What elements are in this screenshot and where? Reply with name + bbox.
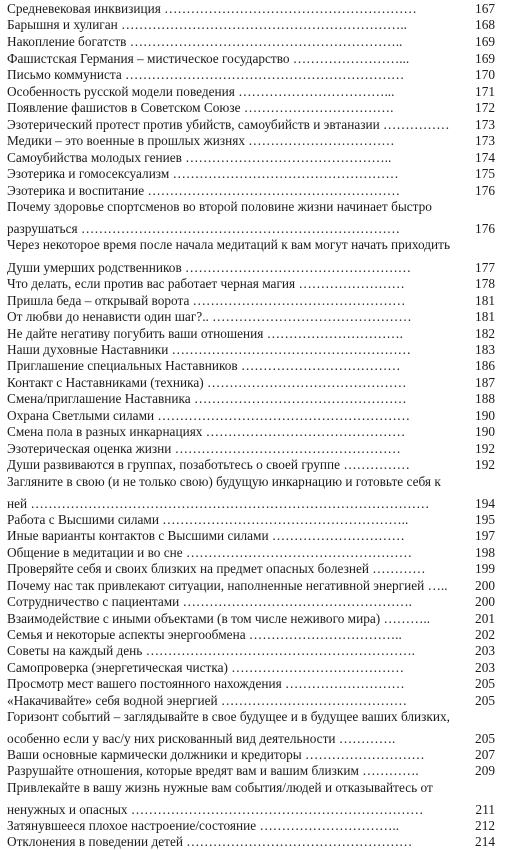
toc-entry-title: Средневековая инквизиция …………………………………………………: [7, 1, 417, 16]
toc-entry-title: Просмотр мест вашего постоянного нахождения ………………………: [7, 676, 405, 691]
toc-entry: [7, 818, 495, 834]
toc-entry-title: Через некоторое время после начала медитаций к вам могут начать приходить: [7, 237, 451, 252]
toc-entry-page: 205: [475, 731, 495, 746]
toc-entry-page: 214: [475, 834, 495, 849]
toc-entry-title: Души умерших родственников ……………………………………………: [7, 260, 412, 275]
toc-entry: [7, 67, 495, 83]
toc-entry-page: 169: [475, 34, 495, 49]
toc-entry-page: 176: [475, 183, 495, 198]
toc-entry-title: Эзотерический протест против убийств, самоубийств и эвтаназии ……………: [7, 117, 450, 132]
toc-entry: [7, 342, 495, 358]
toc-entry-title: Пришла беда – открывай ворота …………………………………………: [7, 293, 406, 308]
toc-entry: [7, 424, 495, 440]
toc-entry-page: 202: [475, 627, 495, 642]
toc-entry: [7, 496, 495, 512]
toc-entry-title: Смена/приглашение Наставника …………………………………………: [7, 391, 407, 406]
toc-entry-page: 167: [475, 1, 495, 16]
toc-entry-title: Проверяйте себя и своих близких на предмет опасных болезней …………: [7, 561, 426, 576]
toc-entry: [7, 408, 495, 424]
toc-entry-title: Охрана Светлыми силами …………………………………………………: [7, 408, 411, 423]
toc-entry-page: 176: [475, 221, 495, 236]
toc-entry-title: ненужных и опасных …………………………………………………………: [7, 802, 424, 817]
toc-entry: [7, 627, 495, 643]
toc-entry-title: Почему здоровье спортсменов во второй половине жизни начинает быстро: [7, 199, 432, 214]
toc-entry-title: Контакт с Наставниками (техника) ………………………………………: [7, 375, 407, 390]
toc-entry-page: 203: [475, 643, 495, 658]
toc-entry-title: Медики – это военные в прошлых жизнях ……………………………: [7, 133, 395, 148]
toc-entry-page: 168: [475, 17, 495, 32]
toc-entry-page: 173: [475, 133, 495, 148]
toc-entry: [7, 561, 495, 577]
toc-entry: [7, 221, 495, 237]
toc-entry-page: 209: [475, 763, 495, 778]
toc-entry-title: Души развиваются в группах, позаботьтесь о своей группе ……………: [7, 457, 410, 472]
toc-entry-title: Иные варианты контактов с Высшими силами …………………………: [7, 528, 405, 543]
toc-entry: [7, 293, 495, 309]
toc-entry-page: 182: [475, 326, 495, 341]
toc-entry-title: Письмо коммуниста ………………………………………………………: [7, 67, 405, 82]
toc-entry: [7, 17, 495, 33]
toc-entry: [7, 375, 495, 391]
toc-entry: [7, 643, 495, 659]
toc-entry-title: Затянувшееся плохое настроение/состояние …………………………..: [7, 818, 400, 833]
toc-entry-title: «Накачивайте» себя водной энергией ……………………………………: [7, 693, 408, 708]
toc-entry-page: 200: [475, 578, 495, 593]
toc-entry-page: 190: [475, 424, 495, 439]
toc-entry-page: 178: [475, 276, 495, 291]
toc-entry-title: Особенность русской модели поведения ……………………………...: [7, 84, 395, 99]
toc-entry-title: Эзотерическая оценка жизни ……………………………………………: [7, 441, 401, 456]
toc-entry-title: Загляните в свою (и не только свою) будущую инкарнацию и готовьте себя к: [7, 474, 441, 489]
toc-entry-wrapped-line: [7, 709, 495, 725]
toc-entry-page: 198: [475, 545, 495, 560]
toc-entry: [7, 391, 495, 407]
toc-entry: [7, 731, 495, 747]
toc-entry: [7, 358, 495, 374]
toc-entry: [7, 660, 495, 676]
toc-entry-title: Отклонения в поведении детей ……………………………………………: [7, 834, 413, 849]
toc-entry: [7, 834, 495, 850]
toc-entry-page: 192: [475, 441, 495, 456]
toc-entry: [7, 594, 495, 610]
toc-entry-page: 195: [475, 512, 495, 527]
toc-entry-title: Работа с Высшими силами ………………………………………………..: [7, 512, 409, 527]
toc-entry: [7, 763, 495, 779]
toc-entry-wrapped-line: [7, 474, 495, 490]
toc-entry-title: Наши духовные Наставники ………………………………………………: [7, 342, 411, 357]
toc-entry: [7, 545, 495, 561]
toc-entry: [7, 100, 495, 116]
toc-entry: [7, 150, 495, 166]
toc-entry-title: Разрушайте отношения, которые вредят вам и вашим близким ………….: [7, 763, 419, 778]
toc-entry-page: 207: [475, 747, 495, 762]
toc-entry: [7, 512, 495, 528]
toc-entry-page: 211: [475, 802, 495, 817]
toc-entry-title: ней ………………………………………………………………………………: [7, 496, 430, 511]
toc-entry-title: разрушаться ………………………………………………………………: [7, 221, 401, 236]
toc-entry-title: Сотрудничество с пациентами …………………………………………….: [7, 594, 412, 609]
toc-entry-title: Ваши основные кармически должники и кредиторы ………………………: [7, 747, 425, 762]
toc-entry-title: Почему нас так привлекают ситуации, наполненные негативной энергией …..: [7, 578, 448, 593]
toc-entry-title: Что делать, если против вас работает черная магия ……………………: [7, 276, 405, 291]
toc-entry-page: 181: [475, 293, 495, 308]
toc-entry-page: 197: [475, 528, 495, 543]
toc-entry: [7, 578, 495, 594]
toc-entry-title: Эзотерика и гомосексуализм ……………………………………………: [7, 166, 399, 181]
toc-entry-page: 172: [475, 100, 495, 115]
toc-entry-title: Привлекайте в вашу жизнь нужные вам события/людей и отказывайтесь от: [7, 780, 433, 795]
toc-entry-page: 194: [475, 496, 495, 511]
toc-entry: [7, 802, 495, 818]
toc-entry-page: 183: [475, 342, 495, 357]
toc-entry: [7, 34, 495, 50]
toc-entry-title: Горизонт событий – заглядывайте в свое будущее и в будущее ваших близких,: [7, 709, 450, 724]
toc-entry-page: 181: [475, 309, 495, 324]
toc-entry-page: 171: [475, 84, 495, 99]
toc-entry-page: 175: [475, 166, 495, 181]
toc-entry-title: Приглашение специальных Наставников ………………………………: [7, 358, 401, 373]
toc-entry: [7, 133, 495, 149]
toc-entry-page: 187: [475, 375, 495, 390]
toc-entry-page: 188: [475, 391, 495, 406]
toc-entry: [7, 326, 495, 342]
toc-entry: [7, 166, 495, 182]
toc-entry: [7, 309, 495, 325]
toc-entry: [7, 84, 495, 100]
toc-entry: [7, 441, 495, 457]
toc-entry-page: 170: [475, 67, 495, 82]
toc-entry-title: Взаимодействие с иными объектами (в том числе неживого мира) ………..: [7, 611, 431, 626]
toc-entry: [7, 51, 495, 67]
toc-entry-title: От любви до ненависти один шаг?.. ………………………………………: [7, 309, 412, 324]
toc-entry: [7, 693, 495, 709]
toc-entry-page: 205: [475, 676, 495, 691]
toc-entry-page: 205: [475, 693, 495, 708]
toc-entry-wrapped-line: [7, 237, 495, 253]
toc-entry-title: Появление фашистов в Советском Союзе …………………………….: [7, 100, 394, 115]
toc-entry-page: 201: [475, 611, 495, 626]
toc-entry-title: Общение в медитации и во сне ……………………………………………: [7, 545, 413, 560]
toc-entry-page: 174: [475, 150, 495, 165]
toc-entry-page: 190: [475, 408, 495, 423]
toc-entry-title: Барышня и хулиган ………………………………………………………..: [7, 17, 407, 32]
toc-entry-page: 199: [475, 561, 495, 576]
toc-entry: [7, 747, 495, 763]
toc-entry-page: 200: [475, 594, 495, 609]
toc-entry: [7, 1, 495, 17]
toc-entry-title: Накопление богатств ……………………………………………………..: [7, 34, 403, 49]
toc-entry: [7, 117, 495, 133]
toc-entry: [7, 676, 495, 692]
toc-entry-page: 203: [475, 660, 495, 675]
toc-entry-page: 173: [475, 117, 495, 132]
toc-entry-page: 177: [475, 260, 495, 275]
toc-entry-page: 212: [475, 818, 495, 833]
toc-entry: [7, 276, 495, 292]
toc-entry: [7, 457, 495, 473]
toc-entry-wrapped-line: [7, 780, 495, 796]
toc-entry-title: Семья и некоторые аспекты энергообмена ……………………………..: [7, 627, 402, 642]
toc-entry-title: Не дайте негативу погубить ваши отношения ………………………….: [7, 326, 404, 341]
toc-entry-title: Самоубийства молодых гениев ………………………………………..: [7, 150, 392, 165]
toc-entry-title: Фашистская Германия – мистическое государство ……………………...: [7, 51, 410, 66]
toc-entry: [7, 611, 495, 627]
toc-entry: [7, 528, 495, 544]
toc-entry-page: 192: [475, 457, 495, 472]
toc-entry: [7, 260, 495, 276]
toc-entry-title: особенно если у вас/у них рискованный вид деятельности ………….: [7, 731, 396, 746]
toc-entry-page: 169: [475, 51, 495, 66]
toc-entry-title: Самопроверка (энергетическая чистка) …………………………………: [7, 660, 405, 675]
toc-entry-title: Эзотерика и воспитание …………………………………………………: [7, 183, 401, 198]
toc-entry-wrapped-line: [7, 199, 495, 215]
toc-entry: [7, 183, 495, 199]
toc-entry-page: 186: [475, 358, 495, 373]
toc-entry-title: Смена пола в разных инкарнациях ………………………………………: [7, 424, 406, 439]
toc-entry-title: Советы на каждый день …………………………………………………….: [7, 643, 415, 658]
